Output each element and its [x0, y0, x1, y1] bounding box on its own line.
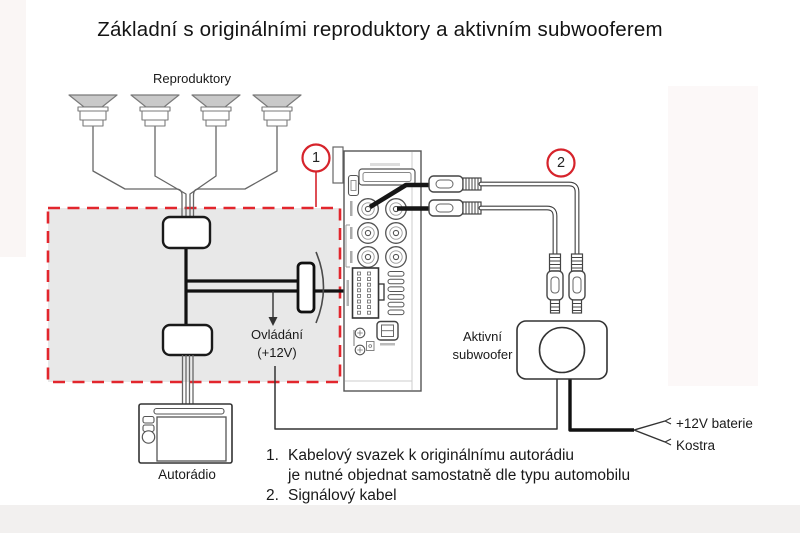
power-wire [570, 379, 671, 445]
speakers-group [69, 95, 301, 221]
legend-item-2-text: Signálový kabel [288, 487, 397, 504]
speaker-icon [253, 95, 301, 126]
harness-connector-bottom [163, 325, 212, 355]
page-title: Základní s originálními reproduktory a aktivním subwooferem [97, 18, 663, 41]
subwoofer-label-line2: subwoofer [452, 346, 513, 362]
legend-item-2 [266, 486, 630, 506]
rca-plug-icon [547, 254, 563, 313]
subwoofer-icon [517, 321, 607, 379]
rca-plug-icon [429, 200, 481, 216]
legend-item-1-text2: je nutné objednat samostatně dle typu automobilu [288, 467, 631, 484]
legend-item-1-number: 1. [266, 447, 279, 464]
legend-item-1-continued [266, 466, 630, 486]
rca-plug-icon [429, 176, 481, 192]
rca-plug-icon [569, 254, 585, 313]
subwoofer-label-line1: Aktivní [462, 329, 502, 344]
callout-2-number: 2 [556, 155, 566, 171]
speaker-icon [131, 95, 179, 126]
callout-1-number: 1 [311, 150, 321, 166]
legend [266, 446, 630, 506]
car-radio-label: Autorádio [158, 467, 216, 482]
speakers-label: Reproduktory [152, 71, 232, 86]
speaker-icon [192, 95, 240, 126]
harness-connector-top [163, 217, 210, 248]
control-label-line1: Ovládání [250, 327, 304, 342]
legend-item-1 [266, 446, 630, 466]
antenna-socket [377, 322, 398, 341]
car-radio-icon [139, 404, 232, 463]
micro-text-mark [370, 163, 400, 166]
speaker-icon [69, 95, 117, 126]
control-label-line2: (+12V) [257, 344, 297, 360]
legend-item-2-number: 2. [266, 487, 279, 504]
battery-label: +12V baterie [676, 416, 753, 431]
ground-label: Kostra [676, 438, 716, 453]
subwoofer-label [441, 328, 524, 363]
legend-item-1-text: Kabelový svazek k originálnímu autorádiu [288, 447, 575, 464]
control-12v-label [237, 326, 317, 361]
iso-connector [353, 268, 385, 318]
